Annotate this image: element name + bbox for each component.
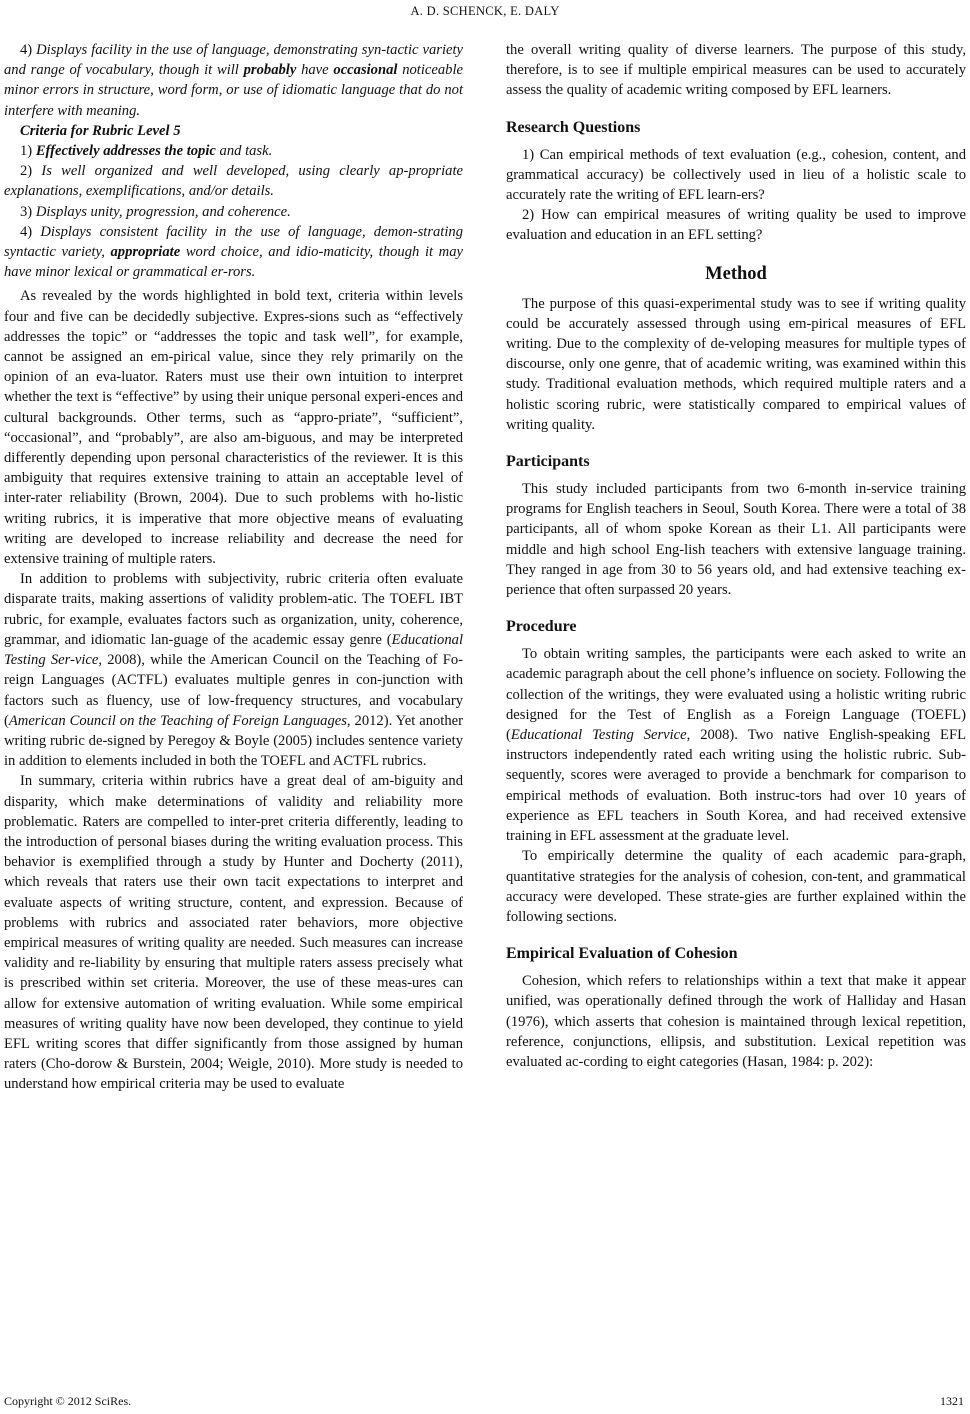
- paragraph-quantitative: To empirically determine the quality of each academic para-graph, quantitative strategies for the analysis of cohesion, con-tent, and grammatical accuracy were developed. These strate-gies are further explained within the following sections.: [506, 848, 966, 925]
- paragraph-method: The purpose of this quasi-experimental study was to see if writing quality could be accurately assessed through using em-pirical measures of EFL writing. Due to the complexity of de-veloping measures for multiple types of discourse, only one genre, that of academic writing, was examined within this study. Traditional evaluation methods, which required multiple raters and a holistic scoring rubric, were statistically compared to empirical values of writing quality.: [506, 295, 966, 433]
- cohesion-heading: Empirical Evaluation of Cohesion: [506, 945, 738, 963]
- paragraph-subjectivity: As revealed by the words highlighted in bold text, criteria within levels four and five can be decidedly subjective. Expres-sions such as “effectively addresses the topic” or “addresses the topic and task well”, for example, cannot be assigned an em-pirical value, since they rely primarily on the opinion of an eva-luator. Raters must use their own intuition to interpret whether the text is “effective” by using their unique personal experi-ences and cultural backgrounds. Other terms, such as “appro-priate”, “sufficient”, “occasional”, and “probably”, are also am-biguous, and may be interpreted differently depending upon personal characteristics of the reviewer. It is this ambiguity that requires extensive training to attain an acceptable level of inter-rater reliability (Brown, 2004). Due to such problems with ho-listic writing rubrics, it is imperative that more objective means of evaluating writing are developed to increase reliability and decrease the need for extensive training of multiple raters.: [4, 288, 463, 568]
- paragraph-cohesion: Cohesion, which refers to relationships within a text that make it appear unified, was operationally defined through the work of Halliday and Hasan (1976), which asserts that cohesion is maintained through lexical repetition, reference, conjunctions, ellipsis, and substitution. Lexical repetition was evaluated ac-cording to eight categories (Hasan, 1984: p. 202):: [506, 973, 966, 1070]
- criteria-level5-item2: 2) Is well organized and well developed, using clearly ap-propriate explanations, exemplifications, and/or details.: [4, 163, 463, 200]
- participants-heading: Participants: [506, 453, 590, 471]
- research-question-2: 2) How can empirical measures of writing quality be used to improve evaluation and education in an EFL setting?: [506, 207, 966, 244]
- paragraph-disparate-traits: In addition to problems with subjectivity, rubric criteria often evaluate disparate traits, making assertions of validity problem-atic. The TOEFL IBT rubric, for example, evaluates factors such as organization, unity, coherence, grammar, and idiomatic lan-guage of the academic essay genre (Educational Testing Ser-vice, 2008), while the American Council on the Teaching of Fo-reign Languages (ACTFL) evaluates multiple genres in con-junction with factors such as fluency, use of low-frequency structures, and vocabulary (American Council on the Teaching of Foreign Languages, 2012). Yet another writing rubric de-signed by Peregoy & Boyle (2005) includes sentence variety in addition to elements included in both the TOEFL and ACTFL rubrics.: [4, 571, 463, 770]
- method-heading: Method: [705, 263, 767, 284]
- criteria-level4-item4: 4) Displays facility in the use of language, demonstrating syn-tactic variety and range of vocabulary, though it will probably have occasional noticeable minor errors in structure, word form, or use of idiomatic language that do not interfere with meaning.: [4, 42, 464, 119]
- paragraph-summary: In summary, criteria within rubrics have a great deal of am-biguity and disparity, which make determinations of validity and reliability more problematic. Raters are compelled to inter-pret criteria differently, leading to the introduction of personal biases during the writing evaluation process. This behavior is exemplified through a study by Hunter and Docherty (2011), which reveals that raters use their own tacit expectations to interpret and evaluate aspects of writing structure, content, and expression. Because of problems with rubrics and associated rater behaviors, more objective empirical measures of writing quality are needed. Such measures can increase validity and re-liability by ensuring that multiple raters assess precisely what is prescribed within set criteria. Moreover, the use of these meas-ures can allow for extensive automation of writing evaluation. While some empirical measures of writing quality have now been developed, they continue to yield EFL writing scores that differ significantly from those assigned by human raters (Cho-dorow & Burstein, 2004; Weigle, 2010). More study is needed to understand how empirical criteria may be used to evaluate: [4, 773, 463, 1093]
- criteria-level5-heading: Criteria for Rubric Level 5: [20, 122, 181, 139]
- criteria-level5-item1: 1) Effectively addresses the topic and task.: [20, 143, 273, 160]
- footer-page-number: 1321: [940, 1394, 964, 1408]
- left-column: [4, 40, 463, 1095]
- paragraph-procedure: To obtain writing samples, the participants were each asked to write an academic paragraph about the cell phone’s influence on society. Following the collection of the writings, they were evaluated using a holistic writing rubric designed for the Test of English as a Foreign Language (TOEFL) (Educational Testing Service, 2008). Two native English-speaking EFL instructors independently rated each writing using the holistic rubric. Sub-sequently, scores were averaged to provide a benchmark for comparison to empirical methods of evaluation. Both instruc-tors had over 10 years of experience as EFL teachers in South Korea, and had received extensive training in EFL assessment at the graduate level.: [506, 646, 966, 845]
- criteria-level5-item4: 4) Displays consistent facility in the use of language, demon-strating syntactic variety, appropriate word choice, and idio-maticity, though it may have minor lexical or grammatical er-rors.: [4, 223, 463, 281]
- paragraph-continuation: the overall writing quality of diverse learners. The purpose of this study, therefore, is to see if multiple empirical measures can be used to accurately assess the quality of academic writing composed by EFL learners.: [506, 42, 966, 99]
- criteria-level5-item3: 3) Displays unity, progression, and coherence.: [20, 203, 291, 220]
- right-column: [506, 40, 966, 1072]
- procedure-heading: Procedure: [506, 618, 577, 636]
- research-questions-heading: Research Questions: [506, 118, 641, 136]
- running-head: A. D. SCHENCK, E. DALY: [410, 4, 560, 18]
- paragraph-participants: This study included participants from two 6-month in-service training programs for English teachers in Seoul, South Korea. There were a total of 38 participants, all of whom spoke Korean as their L1. All participants were middle and high school Eng-lish teachers with extensive language training. They ranged in age from 30 to 56 years old, and had extensive teaching ex-perience that often surpassed 20 years.: [506, 481, 966, 599]
- footer-copyright: Copyright © 2012 SciRes.: [4, 1394, 132, 1408]
- research-question-1: 1) Can empirical methods of text evaluation (e.g., cohesion, content, and grammatical accuracy) be collectively used in lieu of a holistic scale to accurately rate the writing of EFL learn-ers?: [506, 146, 966, 204]
